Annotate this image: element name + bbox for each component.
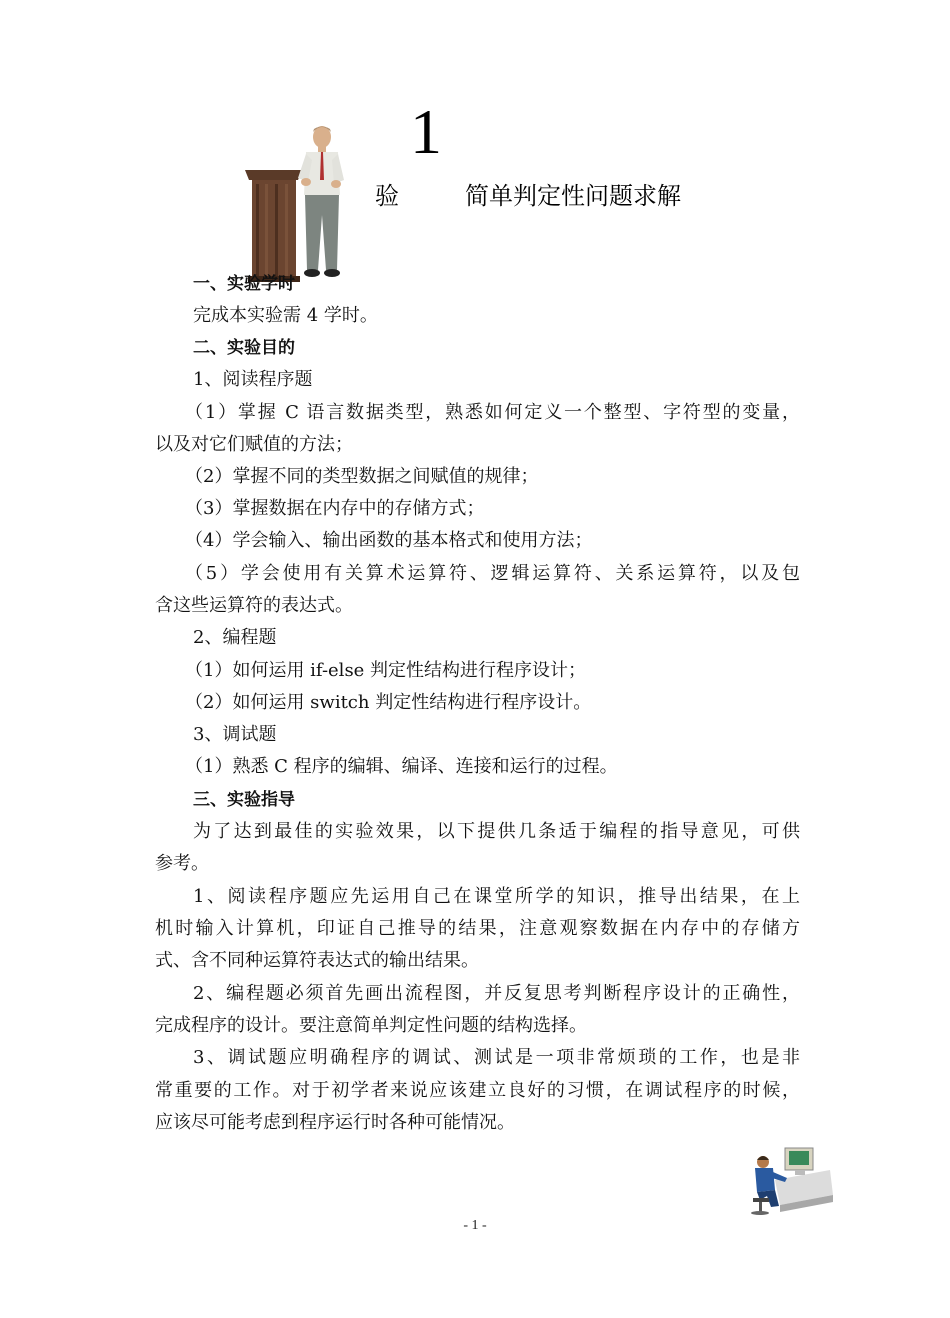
paragraph-continuation: 应该尽可能考虑到程序运行时各种可能情况。	[155, 1112, 515, 1133]
paragraph-continuation: 常重要的工作。对于初学者来说应该建立良好的习惯，在调试程序的时候，	[155, 1080, 800, 1101]
list-item-continuation: 含这些运算符的表达式。	[155, 595, 353, 616]
paragraph-continuation: 完成程序的设计。要注意简单判定性问题的结构选择。	[155, 1015, 587, 1036]
paragraph: 为了达到最佳的实验效果，以下提供几条适于编程的指导意见，可供	[193, 821, 800, 842]
page-title: 简单判定性问题求解	[465, 182, 681, 210]
list-item: （3）掌握数据在内存中的存储方式；	[185, 498, 485, 519]
section-heading-goals: 二、实验目的	[193, 338, 295, 358]
paragraph-continuation: 机时输入计算机，印证自己推导的结果，注意观察数据在内存中的存储方	[155, 918, 800, 939]
chapter-number: 1	[410, 96, 442, 167]
person-at-computer-icon	[745, 1140, 835, 1215]
paragraph: 完成本实验需 4 学时。	[193, 305, 378, 326]
subsection-heading: 3、调试题	[193, 724, 277, 745]
section-heading-guide: 三、实验指导	[193, 790, 295, 810]
paragraph: 3、调试题应明确程序的调试、测试是一项非常烦琐的工作，也是非	[193, 1047, 800, 1068]
title-prefix: 验	[375, 182, 399, 210]
lecturer-podium-icon	[240, 120, 370, 285]
page-number: - 1 -	[463, 1218, 487, 1233]
paragraph-continuation: 参考。	[155, 853, 209, 874]
subsection-heading: 1、阅读程序题	[193, 369, 313, 390]
section-heading-hours: 一、实验学时	[193, 274, 295, 294]
list-item: （1）掌握 C 语言数据类型，熟悉如何定义一个整型、字符型的变量，	[185, 402, 800, 423]
paragraph: 1、阅读程序题应先运用自己在课堂所学的知识，推导出结果，在上	[193, 886, 800, 907]
list-item: （1）熟悉 C 程序的编辑、编译、连接和运行的过程。	[185, 756, 618, 777]
list-item: （5）学会使用有关算术运算符、逻辑运算符、关系运算符，以及包	[185, 563, 800, 584]
list-item: （4）学会输入、输出函数的基本格式和使用方法；	[185, 530, 593, 551]
list-item: （2）如何运用 switch 判定性结构进行程序设计。	[185, 692, 592, 713]
subsection-heading: 2、编程题	[193, 627, 277, 648]
list-item: （1）如何运用 if-else 判定性结构进行程序设计；	[185, 660, 587, 681]
paragraph-continuation: 式、含不同种运算符表达式的输出结果。	[155, 950, 479, 971]
list-item: （2）掌握不同的类型数据之间赋值的规律；	[185, 466, 539, 487]
paragraph: 2、编程题必须首先画出流程图，并反复思考判断程序设计的正确性，	[193, 983, 800, 1004]
list-item-continuation: 以及对它们赋值的方法；	[155, 434, 353, 455]
